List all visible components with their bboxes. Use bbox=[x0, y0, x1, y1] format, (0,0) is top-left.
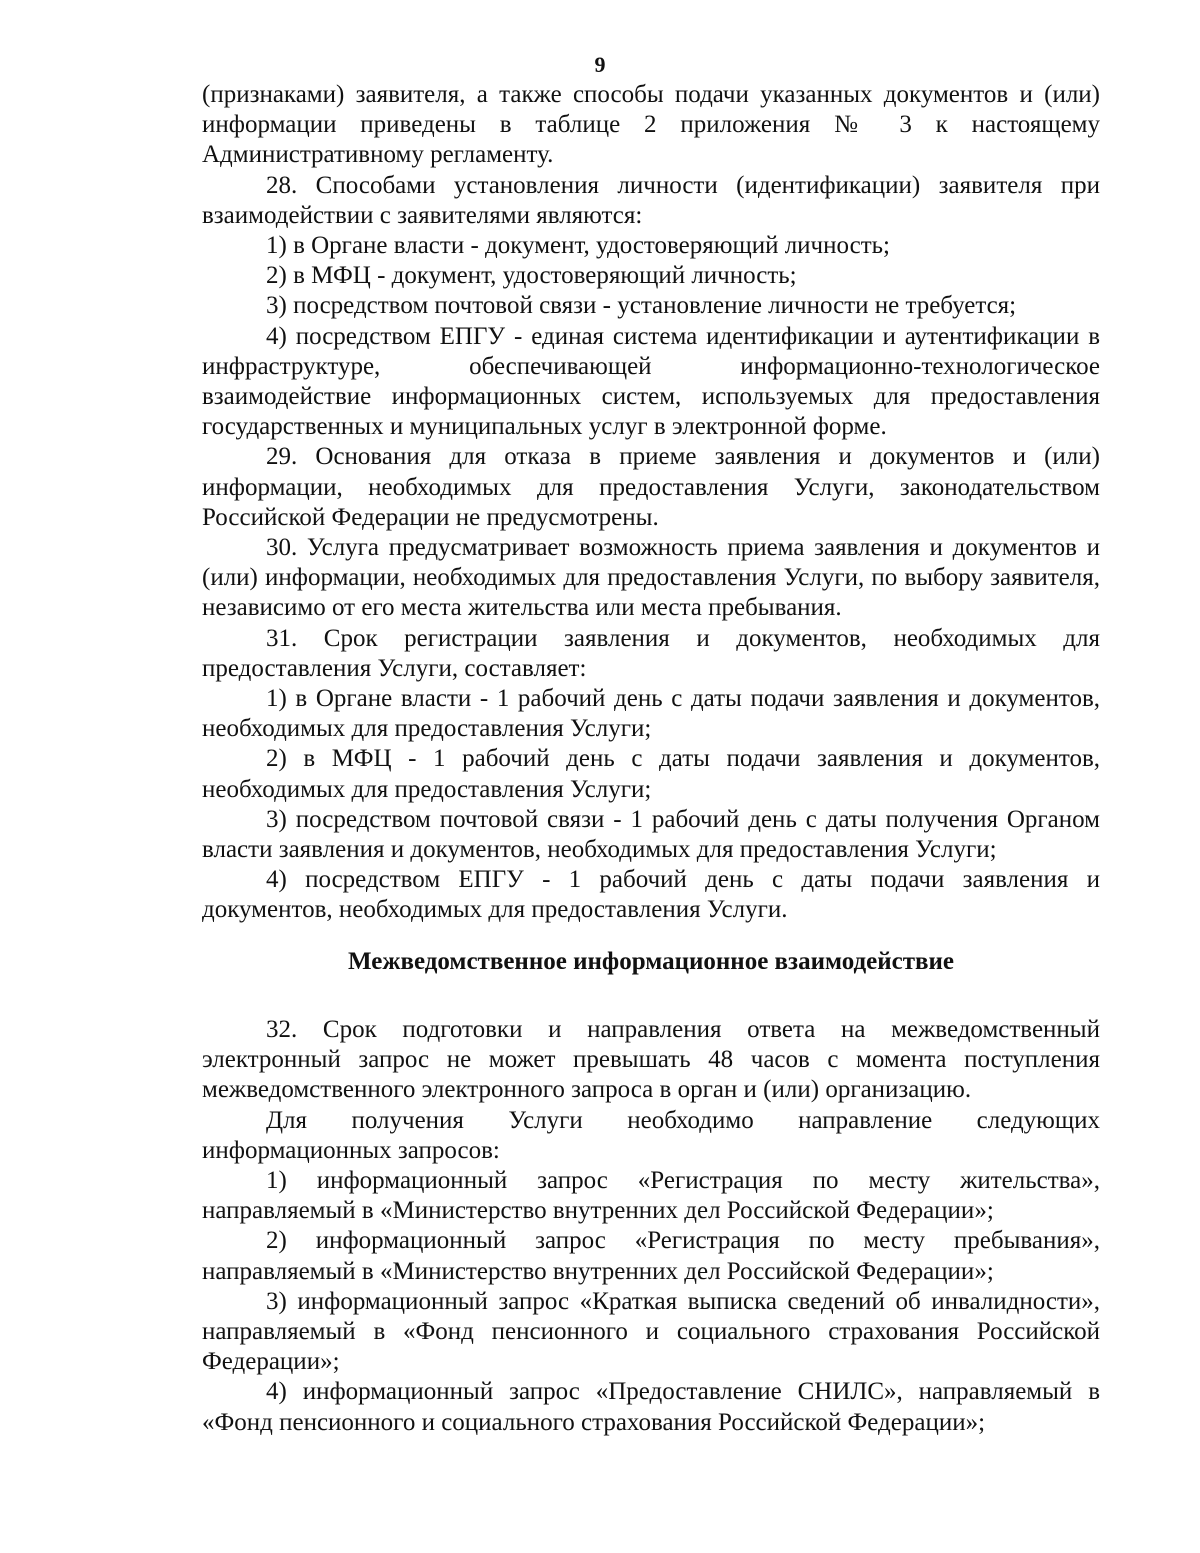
paragraph-requests-intro: Для получения Услуги необходимо направление следующих информационных запросов: bbox=[202, 1106, 1100, 1164]
list-item-28-1: 1) в Органе власти - документ, удостоверяющий личность; bbox=[266, 232, 890, 260]
list-item-28-3: 3) посредством почтовой связи - установление личности не требуется; bbox=[266, 292, 1017, 320]
list-item-31-3: 3) посредством почтовой связи - 1 рабочий день с даты получения Органом власти заявления и документов, необходимых для предоставления Услуги; bbox=[202, 805, 1100, 864]
paragraph-31-intro: 31. Срок регистрации заявления и документов, необходимых для предоставления Услуги, составляет: bbox=[202, 624, 1100, 682]
paragraph-28-intro: 28. Способами установления личности (идентификации) заявителя при взаимодействии с заявителями являются: bbox=[202, 171, 1100, 229]
paragraph-32: 32. Срок подготовки и направления ответа на межведомственный электронный запрос не может превышать 48 часов с момента поступления межведомственного электронного запроса в орган и (или) организацию. bbox=[202, 1015, 1100, 1104]
paragraph-30: 30. Услуга предусматривает возможность приема заявления и документов и (или) информации, необходимых для предоставления Услуги, по выбору заявителя, независимо от его места жительства или места пребывания. bbox=[202, 534, 1100, 622]
section-heading: Межведомственное информационное взаимодействие bbox=[348, 947, 954, 975]
list-item-28-4: 4) посредством ЕПГУ - единая система идентификации и аутентификации в инфраструктуре, обеспечивающей информационно-технологическое взаимодействие информационных систем, используемых для предоставления государственных и муниципальных услуг в электронной форме. bbox=[202, 322, 1100, 441]
list-item-31-2: 2) в МФЦ - 1 рабочий день с даты подачи заявления и документов, необходимых для предоставления Услуги; bbox=[202, 745, 1100, 803]
paragraph-29: 29. Основания для отказа в приеме заявления и документов и (или) информации, необходимых для предоставления Услуги, законодательством Российской Федерации не предусмотрены. bbox=[202, 443, 1100, 531]
list-item-31-4: 4) посредством ЕПГУ - 1 рабочий день с даты подачи заявления и документов, необходимых для предоставления Услуги. bbox=[202, 866, 1100, 924]
paragraph-continuation: (признаками) заявителя, а также способы подачи указанных документов и (или) информации приведены в таблице 2 приложения № 3 к настоящему Административному регламенту. bbox=[202, 81, 1100, 169]
document-body bbox=[202, 80, 1100, 1438]
list-item-request-2: 2) информационный запрос «Регистрация по месту пребывания», направляемый в «Министерство внутренних дел Российской Федерации»; bbox=[202, 1227, 1100, 1285]
list-item-request-1: 1) информационный запрос «Регистрация по месту жительства», направляемый в «Министерство внутренних дел Российской Федерации»; bbox=[202, 1166, 1100, 1225]
list-item-28-2: 2) в МФЦ - документ, удостоверяющий личность; bbox=[266, 262, 797, 290]
page-number: 9 bbox=[594, 52, 606, 77]
list-item-31-1: 1) в Органе власти - 1 рабочий день с даты подачи заявления и документов, необходимых для предоставления Услуги; bbox=[202, 685, 1100, 743]
list-item-request-4: 4) информационный запрос «Предоставление СНИЛС», направляемый в «Фонд пенсионного и социального страхования Российской Федерации»; bbox=[202, 1378, 1100, 1436]
list-item-request-3: 3) информационный запрос «Краткая выписка сведений об инвалидности», направляемый в «Фонд пенсионного и социального страхования Российской Федерации»; bbox=[202, 1287, 1100, 1376]
